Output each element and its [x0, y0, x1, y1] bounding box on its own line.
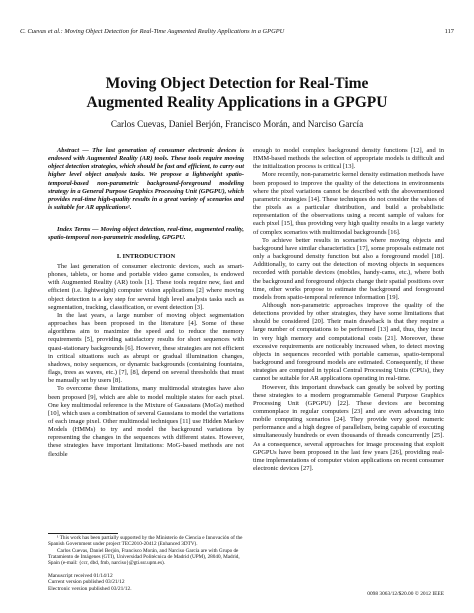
paragraph: However, this important drawback can greatly be solved by porting these strategies to a modern programmable General Purpose Graphics Processing Unit (GPGPU) [22]. These devices are becoming commonplace in regular computers [23] and are even advancing into mobile computing scenarios [24]. They provide very good numeric performance and a high degree of parallelism, being capable of executing simultaneously hundreds or even thousands of threads concurrently [25]. As a consequence, several approaches for image processing that exploit GPGPUs have been proposed in the last few years [26], providing real-time implementations of computer vision applications on recent consumer electronic devices [27]. [253, 383, 444, 473]
paragraph: The last generation of consumer electronic devices, such as smart-phones, tablets, or home and portable video game consoles, is endowed with Augmented Reality (AR) tools [1]. These tools require new, fast and efficient (i.e. lightweight) computer vision applications [2] where moving object detection is a key step for several high level analysis tasks such as segmentation, tracking, classification, or event detection [3]. [48, 263, 244, 311]
paragraph: To achieve better results in scenarios where moving objects and background have similar characteristics [17], some proposals estimate not only a background density function but also a foreground model [18]. Additionally, to carry out the detection of moving objects in sequences recorded with portable devices (mobiles, handy-cams, etc.), where both the background and foreground objects change their spatial positions over time, other works propose to estimate the background and foreground models from spatio-temporal reference information [19]. [253, 236, 444, 301]
footnote: ¹ This work has been partially supported by the Ministerio de Ciencia e Innovación of the Spanish Government under project TEC2010-20412 (Enhanced 3DTV). [48, 535, 243, 548]
paragraph: To overcome these limitations, many multimodal strategies have also been proposed [9], which are able to model multiple states for each pixel. One key multimodal reference is the Mixture of Gaussians (MoGs) method [10], which uses a combination of several Gaussians to model the variations of each image pixel. Other multimodal techniques [11] use Hidden Markov Models (HMMs) to try and model the background variations by representing the changes in the sequences with different states. However, these strategies have important limitations: MoG-based methods are not flexible [48, 385, 244, 458]
section-heading: I. INTRODUCTION [116, 253, 176, 260]
index-terms [48, 226, 244, 242]
manuscript-dates [48, 573, 244, 592]
paper-title [0, 74, 474, 112]
footnotes [48, 535, 244, 566]
running-header [20, 28, 454, 35]
electronic-version: Electronic version published 03/21/12. [48, 585, 132, 592]
abstract [48, 147, 244, 212]
title-line-2: Augmented Reality Applications in a GPGPU [86, 94, 388, 111]
page-number: 117 [444, 28, 454, 35]
copyright-line: 0098 3063/12/$20.00 © 2012 IEEE [367, 591, 444, 597]
footnote: Carlos Cuevas, Daniel Berjón, Francisco Morán, and Narciso García are with Grupo de Tratamiento de Imágenes (GTI), Universidad Politécnica de Madrid (UPM), 28040, Madrid, Spain (e-mail: {ccr, dbd, fmb, narciso}@gti.ssr.upm.es). [48, 547, 240, 567]
manuscript-received: Manuscript received 01/14/12 [48, 573, 113, 579]
running-head-text: C. Cuevas et al.: Moving Object Detection for Real-Time Augmented Reality Applications in a GPGPU [20, 28, 285, 35]
right-column-body [253, 147, 444, 473]
footnote-divider [48, 533, 118, 534]
paragraph: More recently, non-parametric kernel density estimation methods have been proposed to improve the quality of the detections in environments where the pixel variations cannot be described with the abovementioned parametric strategies [14]. These techniques do not consider the values of the pixels as a particular distribution, and build a probabilistic representation of the observations using a recent sample of values for each pixel [15], thus providing very high quality results in a large variety of complex scenarios with multimodal backgrounds [16]. [253, 171, 444, 236]
current-version: Current version published 03/21/12 [48, 579, 125, 586]
left-column-body [48, 263, 244, 459]
paragraph: Although non-parametric approaches improve the quality of the detections provided by other strategies, they have some limitations that should be considered [20]. Their main drawback is that they require a large number of computations to be performed [13] and, thus, they incur in very high memory and computational costs [21]. Moreover, these excessive requirements are noticeably increased when, to detect moving objects in sequences recorded with portable cameras, spatio-temporal background and foreground models are estimated. Consequently, if these strategies are computed in typical Central Processing Units (CPUs), they cannot be suitable for AR applications operating in real-time. [253, 301, 444, 383]
paragraph: enough to model complex background density functions [12], and in HMM-based methods the selection of appropriate models is difficult and the initialization process is critical [13]. [253, 147, 444, 171]
abstract-text: Abstract — The last generation of consumer electronic devices is endowed with Augmented Reality (AR) tools. These tools require moving object detection strategies, which should be fast and efficient, to carry out higher level object analysis tasks. We propose a lightweight spatio-temporal-based non-parametric background-foreground modeling strategy in a General Purpose Graphics Processing Unit (GPGPU), which provides real-time high-quality results in a great variety of scenarios and is suitable for AR applications¹. [48, 147, 244, 212]
paragraph: In the last years, a large number of moving object segmentation approaches has been proposed in the literature [4]. Some of these algorithms aim to maximize the speed and to reduce the memory requirements [5], providing satisfactory results for short sequences with quasi-stationary backgrounds [6]. However, these strategies are not efficient in critical situations such as abrupt or gradual illumination changes, shadows, noisy sequences, or dynamic backgrounds (containing fountains, flags, trees as waves, etc.) [7], [8], depend on several thresholds that must be manually set by users [8]. [48, 311, 244, 385]
title-line-1: Moving Object Detection for Real-Time [105, 75, 369, 92]
author-list: Carlos Cuevas, Daniel Berjón, Francisco Morán, and Narciso García [110, 119, 364, 129]
index-terms-text: Index Terms — Moving object detection, real-time, augmented reality, spatio-temporal non-parametric modeling, GPGPU. [48, 226, 244, 242]
